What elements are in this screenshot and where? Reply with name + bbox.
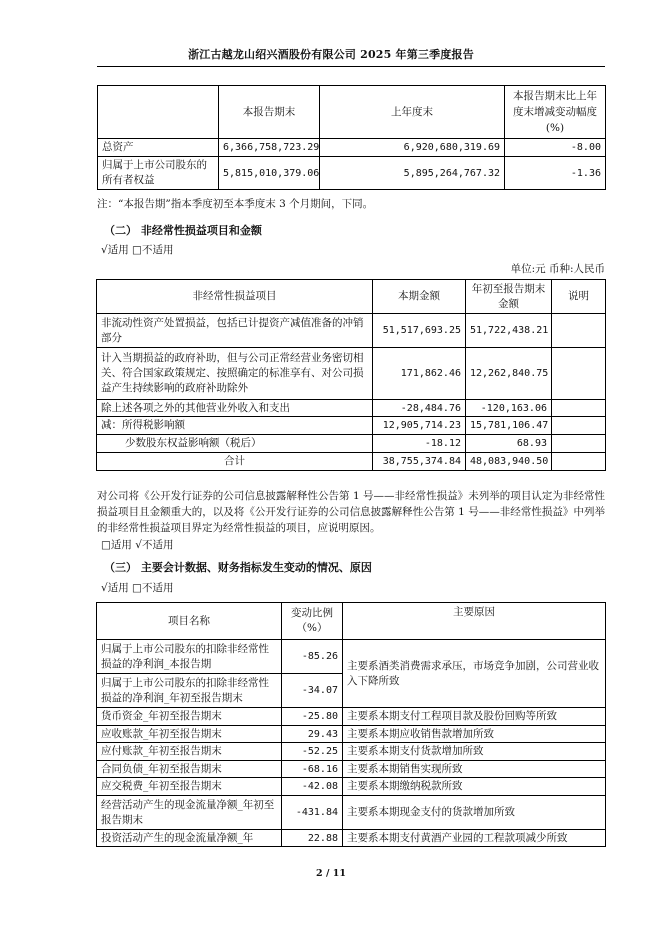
table-total-row: [97, 453, 606, 471]
table-header-cell: 说明: [552, 280, 606, 314]
prior-value: 6,920,680,319.69: [320, 139, 505, 157]
change-value: -1.36: [505, 157, 606, 190]
note-cell: [552, 435, 606, 453]
change-value: -8.00: [505, 139, 606, 157]
change-ratio: -52.25: [282, 743, 343, 761]
ytd-amount: -120,163.06: [466, 400, 552, 417]
reason-cell: 主要系本期应收销售款增加所致: [343, 726, 606, 743]
total-assets-table: [97, 85, 606, 190]
note-cell: [552, 400, 606, 417]
section-two-title: （二） 非经常性损益项目和金额: [104, 224, 262, 237]
current-amount: -18.12: [373, 435, 466, 453]
item-label: 经营活动产生的现金流量净额_年初至报告期末: [97, 796, 282, 830]
table-row: [97, 400, 606, 417]
reason-cell: 主要系本期支付工程项目款及股份回购等所致: [343, 708, 606, 726]
ytd-amount: 12,262,840.75: [466, 348, 552, 400]
item-label: 货币资金_年初至报告期末: [97, 708, 282, 726]
table-header-cell: 本报告期末比上年度末增减变动幅度(%): [505, 86, 606, 139]
ytd-amount: 15,781,106.47: [466, 417, 552, 435]
note-cell: [552, 314, 606, 348]
non-recurring-table: [96, 279, 606, 471]
prior-value: 5,895,264,767.32: [320, 157, 505, 190]
current-amount: 38,755,374.84: [373, 453, 466, 471]
change-ratio: -431.84: [282, 796, 343, 830]
table-header-cell: 非经常性损益项目: [97, 280, 373, 314]
note-cell: [552, 453, 606, 471]
table-row: [97, 640, 606, 674]
change-ratio: -34.07: [282, 674, 343, 708]
reason-cell: 主要系本期现金支付的货款增加所致: [343, 796, 606, 830]
change-ratio: -42.08: [282, 778, 343, 796]
page-number: 2 / 11: [316, 868, 346, 879]
section-three-applicable: √适用 □不适用: [101, 582, 174, 594]
table-row: [97, 708, 606, 726]
table-row: [97, 743, 606, 761]
reason-cell: 主要系本期支付黄酒产业园的工程款项减少所致: [343, 830, 606, 847]
table-header-cell: 年初至报告期末金额: [466, 280, 552, 314]
item-label: 合计: [97, 453, 373, 471]
current-amount: 171,862.46: [373, 348, 466, 400]
section-three-title: （三） 主要会计数据、财务指标发生变动的情况、原因: [104, 561, 372, 574]
section-two-applicable-2: □适用 √不适用: [101, 539, 174, 551]
change-ratio: -68.16: [282, 761, 343, 778]
table-row: [97, 348, 606, 400]
reason-cell: 主要系本期支付货款增加所致: [343, 743, 606, 761]
page-header-title: 浙江古越龙山绍兴酒股份有限公司 2025 年第三季度报告: [188, 48, 474, 61]
ytd-amount: 68.93: [466, 435, 552, 453]
table-row: [97, 435, 606, 453]
table-header-cell: 主要原因: [343, 603, 606, 640]
change-ratio: -85.26: [282, 640, 343, 674]
item-label: 合同负债_年初至报告期末: [97, 761, 282, 778]
change-ratio: 29.43: [282, 726, 343, 743]
item-label: 归属于上市公司股东的扣除非经常性损益的净利润_年初至报告期末: [97, 674, 282, 708]
table-header-cell: 本期金额: [373, 280, 466, 314]
note-cell: [552, 417, 606, 435]
item-label: 应付账款_年初至报告期末: [97, 743, 282, 761]
table-row: [97, 778, 606, 796]
change-ratio: 22.88: [282, 830, 343, 847]
current-amount: 51,517,693.25: [373, 314, 466, 348]
table-header-row: [98, 86, 606, 139]
item-label: 减：所得税影响额: [97, 417, 373, 435]
item-label: 少数股东权益影响额（税后）: [97, 435, 373, 453]
table-row: [97, 314, 606, 348]
item-label: 投资活动产生的现金流量净额_年: [97, 830, 282, 847]
period-note: 注：“本报告期”指本季度初至本季度末 3 个月期间，下同。: [97, 198, 374, 210]
table-header-row: [97, 280, 606, 314]
table-row: [97, 726, 606, 743]
current-value: 6,366,758,723.29: [219, 139, 320, 157]
table-header-row: [97, 603, 606, 640]
item-label: 非流动性资产处置损益，包括已计提资产减值准备的冲销部分: [97, 314, 373, 348]
current-amount: -28,484.76: [373, 400, 466, 417]
explanation-paragraph: 对公司将《公开发行证券的公司信息披露解释性公告第 1 号——非经常性损益》未列举的项目认定为非经常性损益项目且金额重大的，以及将《公开发行证券的公司信息披露解释性公告第 1 号——非经常性损益》中列举的非经常性损益项目界定为经常性损益的项目，应说明原因。: [97, 490, 605, 534]
item-label: 应交税费_年初至报告期末: [97, 778, 282, 796]
item-label: 除上述各项之外的其他营业外收入和支出: [97, 400, 373, 417]
table-header-cell: 本报告期末: [219, 86, 320, 139]
change-reasons-table: [96, 602, 606, 847]
item-label: 计入当期损益的政府补助，但与公司正常经营业务密切相关、符合国家政策规定、按照确定的标准享有、对公司损益产生持续影响的政府补助除外: [97, 348, 373, 400]
table-row: [97, 796, 606, 830]
table-header-cell: 项目名称: [97, 603, 282, 640]
reason-cell: 主要系本期销售实现所致: [343, 761, 606, 778]
table-header-cell: 上年度末: [320, 86, 505, 139]
table-row: [98, 139, 606, 157]
change-ratio: -25.80: [282, 708, 343, 726]
unit-currency-label: 单位:元 币种:人民币: [510, 263, 605, 275]
item-label: 归属于上市公司股东的扣除非经常性损益的净利润_本报告期: [97, 640, 282, 674]
note-cell: [552, 348, 606, 400]
current-amount: 12,905,714.23: [373, 417, 466, 435]
table-header-cell: [98, 86, 219, 139]
item-label: 应收账款_年初至报告期末: [97, 726, 282, 743]
ytd-amount: 48,083,940.50: [466, 453, 552, 471]
section-two-applicable: √适用 □不适用: [101, 244, 174, 256]
row-label: 总资产: [98, 139, 219, 157]
current-value: 5,815,010,379.06: [219, 157, 320, 190]
table-row: [97, 830, 606, 847]
table-row: [98, 157, 606, 190]
header-divider: [97, 66, 605, 67]
ytd-amount: 51,722,438.21: [466, 314, 552, 348]
row-label: 归属于上市公司股东的所有者权益: [98, 157, 219, 190]
table-header-cell: 变动比例（%）: [282, 603, 343, 640]
reason-cell: 主要系本期缴纳税款所致: [343, 778, 606, 796]
table-row: [97, 761, 606, 778]
table-row: [97, 417, 606, 435]
merged-reason: 主要系酒类消费需求承压，市场竞争加剧，公司营业收入下降所致: [343, 640, 606, 708]
